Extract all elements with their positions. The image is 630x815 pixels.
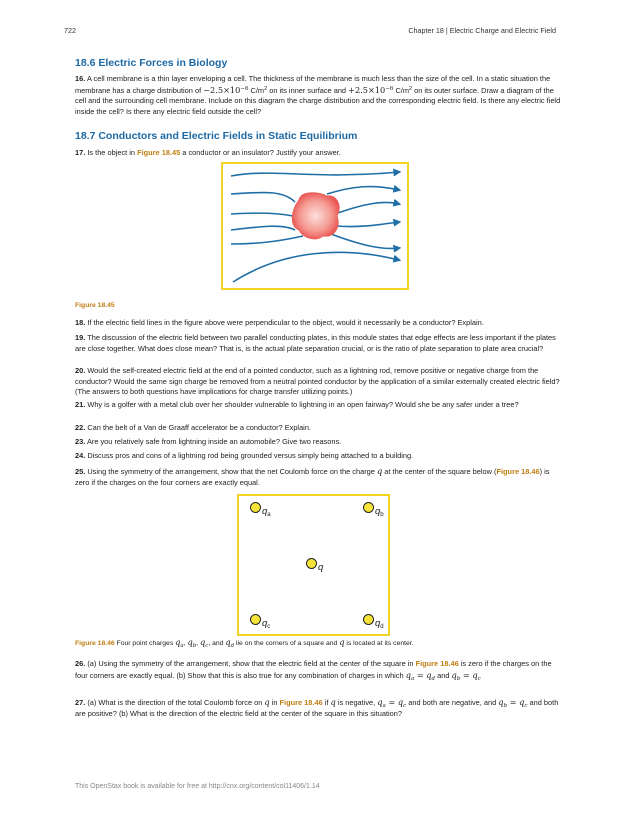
question-number: 16. (75, 74, 86, 83)
figure-caption-18-45: Figure 18.45 (75, 302, 115, 309)
charge-qd (363, 614, 374, 625)
question-21: 21. Why is a golfer with a metal club over her shoulder vulnerable to lightning in an open fairway? Would she be any safer under a tree? (75, 400, 519, 409)
footer-note: This OpenStax book is available for free at http://cnx.org/content/col11406/1.14 (75, 783, 320, 790)
page-number: 722 (64, 26, 76, 35)
question-27: 27. (a) What is the direction of the total Coulomb force on q in Figure 18.46 if q is negative, $q_a = q_c$ and both are negative, and $q_b = q_c$ and both are positive? (b) What is the direction of the electric field at the center of the square in this situation? (75, 697, 559, 718)
charge-density-value: $+2.5\times 10^{-6}$ (348, 84, 394, 95)
question-23: 23. Are you relatively safe from lightning inside an automobile? Give two reasons. (75, 437, 342, 446)
label-qc: $q_c$ (262, 618, 271, 630)
field-line (231, 172, 399, 176)
question-25: 25. Using the symmetry of the arrangement, show that the net Coulomb force on the charge q at the center of the square below (Figure 18.46) is zero if the charges on the four corners are exactly equal. (75, 466, 550, 487)
label-q: q (318, 562, 324, 573)
question-26: 26. (a) Using the symmetry of the arrangement, show that the electric field at the center of the square in Figure 18.46 is zero if the charges on the four corners are exactly equal. (b) Show that this is also true for any combination of charges in which $q_a = q_d$ and $q_b = q_c$ (75, 659, 552, 682)
charge-qc (250, 614, 261, 625)
object-blob (292, 193, 339, 239)
figure-link[interactable]: Figure 18.46 (415, 659, 459, 668)
figure-link[interactable]: Figure 18.46 (279, 698, 323, 707)
figure-caption-18-46: Figure 18.46 Four point charges $q_a$, $q_b$, $q_c$, and $q_d$ lie on the corners of a square and q is located at its center. (75, 637, 414, 649)
section-heading-18-6: 18.6 Electric Forces in Biology (75, 57, 228, 69)
label-qb: $q_b$ (375, 506, 384, 518)
question-22: 22. Can the belt of a Van de Graaff accelerator be a conductor? Explain. (75, 423, 311, 432)
field-lines-diagram (223, 164, 407, 288)
question-16: 16. A cell membrane is a thin layer enveloping a cell. The thickness of the membrane is much less than the size of the cell. In a static situation the membrane has a charge distribution of $-2.5\times 10^{-6}$ $C/m^2$ on its inner surface and $+2.5\times 10^{-6}$ $C/m^2$ on its outer surface. Draw a diagram of the cell and the surrounding cell membrane. Include on this diagram the charge distribution and the corresponding electric field. Is there any electric field inside the cell? Is there any electric field outside the cell? (75, 74, 561, 116)
question-19: 19. The discussion of the electric field between two parallel conducting plates, in this module states that edge effects are less important if the plates are close together. What does close mean? That is, is the actual plate separation crucial, or is the ratio of plate separation to plate area crucial? (75, 333, 556, 353)
figure-link[interactable]: Figure 18.45 (137, 148, 181, 157)
section-heading-18-7: 18.7 Conductors and Electric Fields in Static Equilibrium (75, 130, 358, 142)
question-17: 17. Is the object in Figure 18.45 a conductor or an insulator? Justify your answer. (75, 148, 341, 157)
question-24: 24. Discuss pros and cons of a lightning rod being grounded versus simply being attached to a building. (75, 451, 414, 460)
label-qd: $q_d$ (375, 618, 384, 630)
charge-density-value: $-2.5\times 10^{-6}$ (203, 84, 249, 95)
figure-link[interactable]: Figure 18.46 (496, 467, 540, 476)
charge-qb (363, 502, 374, 513)
figure-18-45 (221, 162, 409, 290)
question-20: 20. Would the self-created electric field at the end of a pointed conductor, such as a lightning rod, remove positive or negative charge from the conductor? Would the same sign charge be removed from a neutral pointed conductor by the application of a similar externally created electric field? (The answers to both questions have implications for charge transfer utilizing points.) (75, 366, 560, 397)
chapter-title: Chapter 18 | Electric Charge and Electric Field (408, 26, 556, 35)
charge-qa (250, 502, 261, 513)
question-18: 18. If the electric field lines in the figure above were perpendicular to the object, would it necessarily be a conductor? Explain. (75, 318, 484, 327)
label-qa: $q_a$ (262, 506, 271, 518)
charge-q-center (306, 558, 317, 569)
figure-18-46 (237, 494, 390, 636)
field-line (233, 252, 399, 282)
